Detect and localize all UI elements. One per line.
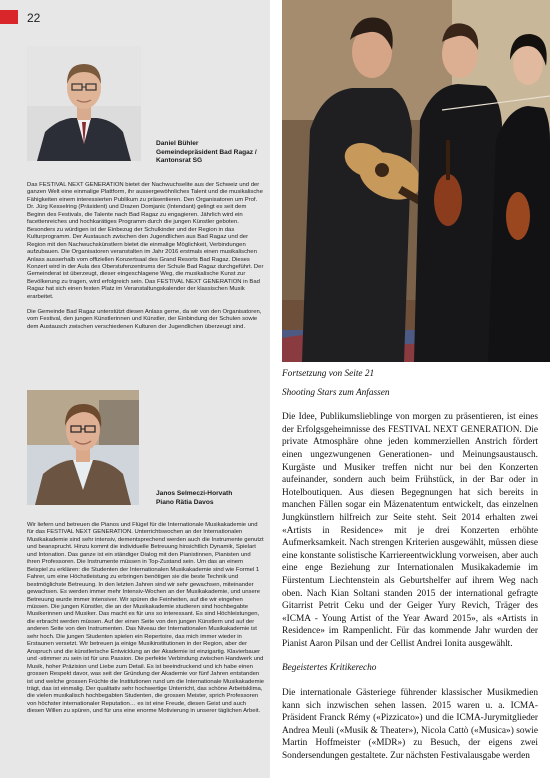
person-role: Piano Rätia Davos bbox=[156, 498, 214, 506]
portrait-photo-buehler bbox=[27, 46, 141, 161]
article-continuation bbox=[282, 368, 538, 775]
page-marker bbox=[0, 10, 18, 24]
article-heading: Shooting Stars zum Anfassen bbox=[282, 387, 390, 398]
portrait-photo-selmeczi-horvath bbox=[27, 390, 139, 505]
article-paragraph: Die internationale Gästeriege führender klassischer Musikmedien kann sich inzwischen sehen lassen. 2015 waren u. a. ICMA-Präsident Franck Rémy («Pizzicato») und die ICMA-Jurymitglieder Andrea Meuli («Musik & Theater»), Nicola Cattò («Musica») sowie Martin Hoffmeister («MDR») zu Besuch, der eigens zwei Sondersendungen gestaltete. Zur nächsten Festivalausgabe werden bbox=[282, 688, 538, 762]
statement-selmeczi-horvath bbox=[27, 522, 265, 723]
person-role: Gemeindepräsident Bad Ragaz / Kantonsrat SG bbox=[156, 148, 257, 165]
musicians-photo bbox=[282, 0, 550, 362]
person-name: Janos Selmeczi-Horvath bbox=[156, 490, 233, 497]
continued-note: Fortsetzung von Seite 21 bbox=[282, 369, 375, 379]
statement-paragraph: Das FESTIVAL NEXT GENERATION bietet der Nachwuchselite aus der Schweiz und der ganzen Welt eine einmalige Plattform, ihr aussergewöhnliches Talent und die musikalische Fähigkeiten einem interessierten Publikum zu präsentieren. Den Organisatoren um Prof. Dr. Jürg Kesselring (Präsident) und Drazen Domjanic (Intendant) gelingt es seit dem Beginn des Festivals, die Talente nach Bad Ragaz zu engagieren. Jährlich wird ein facettenreiches und hochkarätiges Programm durch die jungen Künstler geboten. Besonders zu würdigen ist der Einbezug der Schulkinder und der Region in das Kulturprogramm. Der Austausch zwischen den Jugendlichen aus Bad Ragaz und der Region mit den Nachwuchskünstlern bietet die einmalige Möglichkeit, Verbindungen aufzubauen. Die Organisatoren veranstalten im Jahr 2016 erstmals einen musikalischen Anlass ausserhalb vom offiziellen Konzertsaal des Grand Resorts Bad Ragaz. Dieses Konzert wird in der Aula des Oberstufenzentrums der Schule Bad Ragaz durchgeführt. Der Gemeinderat ist überzeugt, dieser eingeschlagene Weg, die musikalische Kunst zur Bevölkerung zu tragen, wird erfolgreich sein. Das FESTIVAL NEXT GENERATION in Bad Ragaz hat sich einen festen Platz im Veranstaltungskalender der klassischen Musik erarbeitet. bbox=[27, 182, 264, 300]
statement-paragraph: Wir liefern und betreuen die Pianos und Flügel für die Internationale Musikakademie und für das FESTIVAL NEXT GENERATION. Unterrichtswochen an der Internationalen Musikakademie sind sehr intensiv, dementsprechend werden auch die Instrumente genutzt und beansprucht. Hinzu kommt die individuelle Betreuung hinsichtlich Dynamik, Spielart und Intonation. Das ganze ist ein ständiger Dialog mit den Pianistinnen, Pianisten und ihren Professoren. Die Instrumente müssen in Top-Zustand sein. Um das an einem Beispiel zu erklären: die Studenten der Internationalen Musikakademie sind wie Formel 1 Fahrer, um eine Höchstleistung zu erbringen benötigen sie die beste Technik und bestmöglichste Betreuung. In den letzten Jahren sind wir sehr gewachsen, miteinander gewachsen. Es werden immer mehr Intensiv-Wochen an der Musikakademie, und unsere Betreuung wurde immer intensiver. Wir spüren die Feinheiten, auf die wir eingehen müssen. Die jungen Künstler, die an der Musikakademie studieren sind hochbegabte Musikerinnen und Musiker. Das macht es für uns so interessant. Es sind Höchleistungen, die erbracht werden müssen. Auf der einen Seite von den jungen Künstlern und auf der anderen Seite von den Instrumenten. Das Niveau der Internationalen Musikakademie ist sehr hoch. Die jungen Studenten spielen ein Repertoire, das mich immer wieder in Erstaunen versetzt. Wir betreuen ja einige Musikinstitutionen in der Region, aber der Anspruch und die künstlerische Entwicklung an der Akademie ist einzigartig. Klavierbauer und -stimmer zu sein ist für uns Passion. Die perfekte Verbindung zwischen Handwerk und Musik, hoher Präzision und Liebe zum Detail. Es ist beeindruckend und ich habe einen grossen Respekt davor, was seit der Gründung der Akademie vor fünf Jahren entstanden ist und welche grossen Früchte die Institutionen rund um die Internationale Musikakademie trägt, das ist einmalig. Der qualitativ sehr hochwertige Unterricht, das schöne Arbeitsklima, die vielen musikalisch hochbegabten Studenten, die grossen Meister, sprich Professoren von höchster internationaler Reputation… es ist eine Freude, diesen Geist und auch diesen Willen zu spüren, und für uns eine enorme Motivierung in unserer täglichen Arbeit. bbox=[27, 522, 265, 715]
person-name: Daniel Bühler bbox=[156, 140, 199, 147]
caption-buehler bbox=[156, 140, 268, 166]
page-number: 22 bbox=[27, 11, 41, 25]
caption-selmeczi-horvath bbox=[156, 490, 268, 507]
statement-paragraph: Die Gemeinde Bad Ragaz unterstützt diesen Anlass gerne, da wir von den Organisatoren, vom Festival, den jungen Künstlerinnen und Künstler, der Einbindung der Schulen sowie dem Austausch zwischen verschiedenen Kulturen der Jugendlichen überzeugt sind. bbox=[27, 308, 262, 330]
statement-buehler bbox=[27, 182, 265, 338]
article-heading: Begeistertes Kritikerecho bbox=[282, 663, 377, 674]
article-paragraph: Die Idee, Publikumslieblinge von morgen zu präsentieren, ist eines der Erfolgsgeheimnisse des FESTIVAL NEXT GENERATION. Die private Atmosphäre ohne jeden kommerziellen Anstrich fördert einen ungezwungenen Generationen- und Meinungsaustausch. Kurgäste und Musiker treffen nicht nur bei den Konzerten aufeinander, sondern auch beim Frühstück, in der Bar oder in Hotelboutiquen. Aus diesen Begegnungen hat sich bereits in manchen Fällen sogar ein Mäzenatentum entwickelt, das einzelnen Jungkünstlern hilfreich zur Seite steht. Seit 2014 erhalten zwei «Artists in Residence» mit je drei Konzerten erhöhte Aufmerksamkeit. Nach strengen Kriterien ausgewählt, müssen diese eine konstante solistische Karriereentwicklung vorweisen, aber auch eine enge Beziehung zur Internationalen Musikakademie im Fürstentum Liechtenstein als Geburtshelfer auf ihrem Weg nach oben. Nach Kian Soltani standen 2015 der international gefragte Gitarrist Petrit Ceku und der Geiger Yury Revich, Träger des «ICMA - Young Artist of the Year Award 2015», als «Artists in Residence» im Rampenlicht. Für das kommende Jahr wurden der Pianist Aaron Pilsan und der Cellist Andrei Ionita ausgewählt. bbox=[282, 412, 538, 649]
